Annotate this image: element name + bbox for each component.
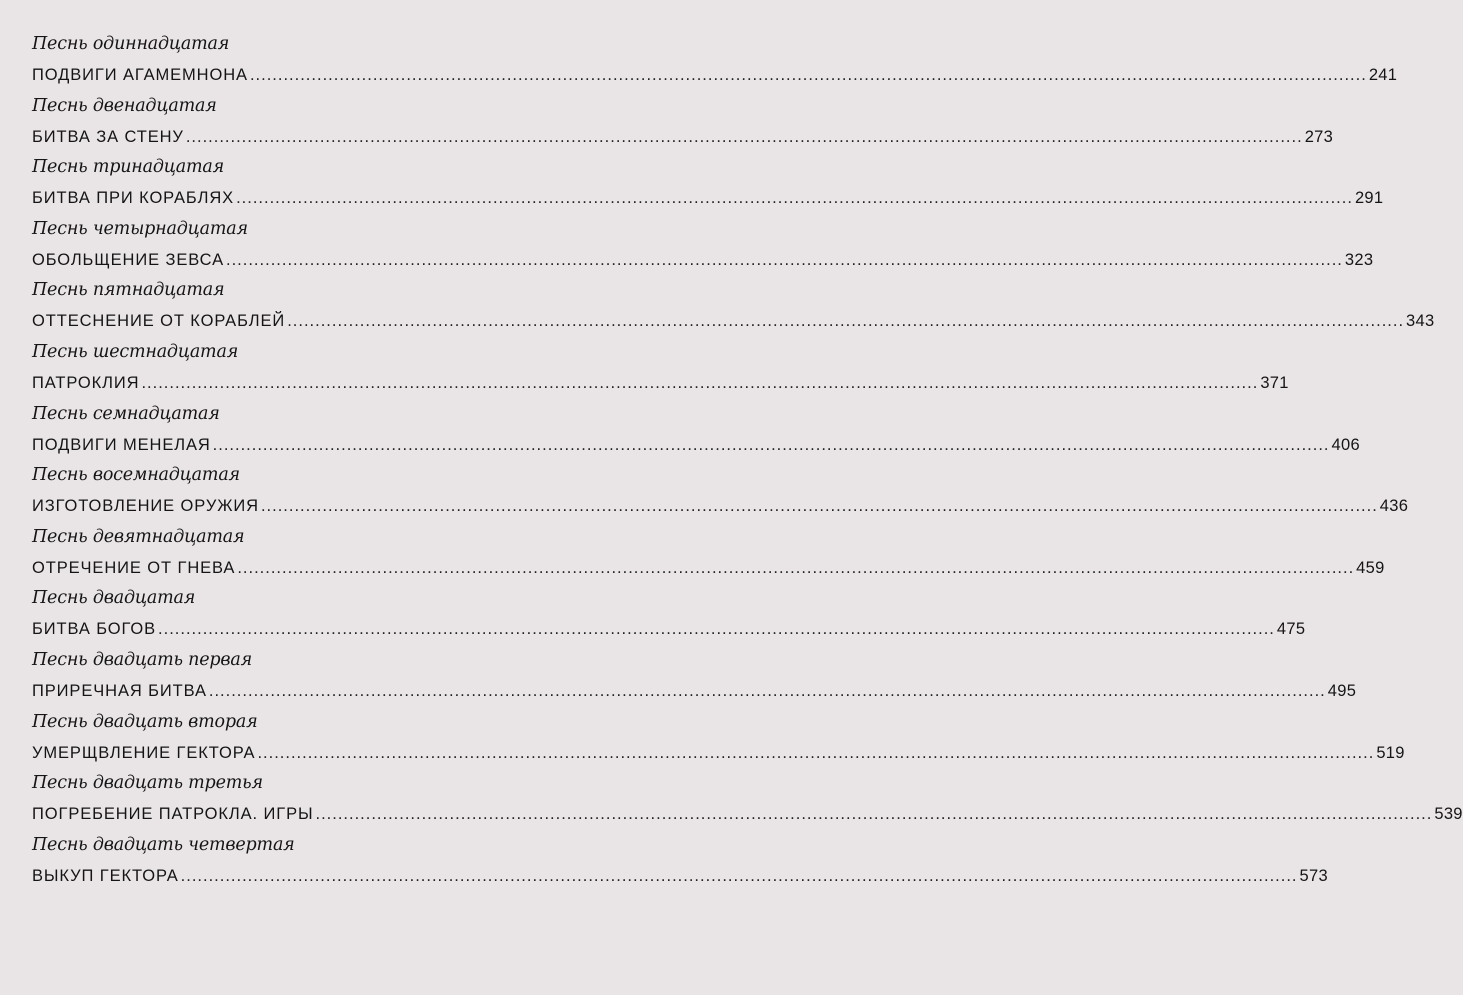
toc-entry <box>32 32 1398 94</box>
chapter-title: ОБОЛЬЩЕНИЕ ЗЕВСА <box>32 250 225 269</box>
toc-entry <box>32 340 1289 402</box>
chapter-title: ПРИРЕЧНАЯ БИТВА <box>32 681 207 700</box>
dot-leader: ........................................................................................................................................................................................................ <box>185 127 1303 146</box>
song-heading: Песнь семнадцатая <box>32 403 220 424</box>
chapter-title: ПОДВИГИ АГАМЕМНОНА <box>32 66 248 84</box>
page-number: 343 <box>1406 312 1435 331</box>
dot-leader: ........................................................................................................................................................................................................ <box>236 189 1353 208</box>
page-number: 459 <box>1356 558 1385 577</box>
page-number: 475 <box>1276 620 1306 639</box>
chapter-title: ИЗГОТОВЛЕНИЕ ОРУЖИЯ <box>32 497 259 516</box>
chapter-title: ПОГРЕБЕНИЕ ПАТРОКЛА. ИГРЫ <box>32 805 314 824</box>
page-number: 273 <box>1304 127 1334 146</box>
toc-line <box>32 249 1374 271</box>
dot-leader: ........................................................................................................................................................................................................ <box>237 558 1355 577</box>
chapter-title: ОТРЕЧЕНИЕ ОТ ГНЕВА <box>32 558 236 577</box>
toc-entry <box>32 525 1385 587</box>
chapter-title: ВЫКУП ГЕКТОРА <box>32 866 179 885</box>
song-heading: Песнь двадцатая <box>32 588 196 609</box>
dot-leader: ........................................................................................................................................................................................................ <box>257 743 1375 762</box>
toc-entry <box>32 463 1409 525</box>
toc-line <box>32 187 1384 209</box>
page-number: 495 <box>1327 681 1357 700</box>
song-heading: Песнь девятнадцатая <box>32 526 245 547</box>
dot-leader: ........................................................................................................................................................................................................ <box>158 620 1275 639</box>
chapter-title: БИТВА БОГОВ <box>32 620 157 639</box>
toc-entry <box>32 217 1374 279</box>
page-number: 323 <box>1344 250 1374 269</box>
song-heading: Песнь двадцать четвертая <box>32 834 295 855</box>
toc-line <box>32 495 1409 517</box>
toc-line <box>32 64 1398 86</box>
toc-line <box>32 310 1435 332</box>
toc-line <box>32 803 1463 825</box>
dot-leader: ........................................................................................................................................................................................................ <box>208 681 1326 700</box>
toc-entry <box>32 94 1334 156</box>
song-heading: Песнь одиннадцатая <box>32 34 230 54</box>
toc-list <box>32 32 1463 894</box>
dot-leader: ........................................................................................................................................................................................................ <box>260 497 1378 516</box>
song-heading: Песнь восемнадцатая <box>32 465 240 486</box>
dot-leader: ........................................................................................................................................................................................................ <box>180 866 1298 885</box>
page-number: 406 <box>1331 435 1360 454</box>
song-heading: Песнь двенадцатая <box>32 95 217 116</box>
toc-line <box>32 742 1405 764</box>
toc-entry <box>32 402 1360 464</box>
page-number: 436 <box>1379 497 1409 516</box>
toc-entry <box>32 155 1384 217</box>
toc-entry <box>32 710 1405 772</box>
toc-line <box>32 680 1357 702</box>
page-number: 573 <box>1299 866 1328 885</box>
dot-leader: ........................................................................................................................................................................................................ <box>226 250 1343 269</box>
dot-leader: ........................................................................................................................................................................................................ <box>287 312 1405 331</box>
chapter-title: УМЕРЩВЛЕНИЕ ГЕКТОРА <box>32 743 256 762</box>
dot-leader: ........................................................................................................................................................................................................ <box>249 66 1367 84</box>
song-heading: Песнь двадцать первая <box>32 649 253 670</box>
page-number: 539 <box>1434 805 1463 824</box>
chapter-title: БИТВА ПРИ КОРАБЛЯХ <box>32 189 235 208</box>
song-heading: Песнь шестнадцатая <box>32 341 239 362</box>
toc-entry <box>32 833 1328 895</box>
toc-line <box>32 865 1328 887</box>
chapter-title: БИТВА ЗА СТЕНУ <box>32 127 184 146</box>
toc-line <box>32 126 1334 148</box>
page-number: 291 <box>1354 189 1384 208</box>
dot-leader: ........................................................................................................................................................................................................ <box>212 435 1330 454</box>
page-number: 519 <box>1376 743 1405 762</box>
toc-entry <box>32 771 1463 833</box>
toc-entry <box>32 278 1435 340</box>
song-heading: Песнь двадцать вторая <box>32 711 258 732</box>
song-heading: Песнь четырнадцатая <box>32 218 248 239</box>
toc-line <box>32 434 1360 456</box>
dot-leader: ........................................................................................................................................................................................................ <box>141 373 1259 392</box>
dot-leader: ........................................................................................................................................................................................................ <box>315 805 1433 824</box>
song-heading: Песнь тринадцатая <box>32 157 225 178</box>
toc-line <box>32 557 1385 579</box>
chapter-title: ПОДВИГИ МЕНЕЛАЯ <box>32 435 211 454</box>
chapter-title: ОТТЕСНЕНИЕ ОТ КОРАБЛЕЙ <box>32 312 286 331</box>
toc-entry <box>32 648 1357 710</box>
page-number: 371 <box>1260 373 1289 392</box>
song-heading: Песнь пятнадцатая <box>32 280 225 301</box>
toc-line <box>32 372 1289 394</box>
song-heading: Песнь двадцать третья <box>32 773 263 794</box>
toc-entry <box>32 586 1306 648</box>
chapter-title: ПАТРОКЛИЯ <box>32 373 140 392</box>
toc-line <box>32 618 1306 640</box>
page-number: 241 <box>1368 66 1398 84</box>
